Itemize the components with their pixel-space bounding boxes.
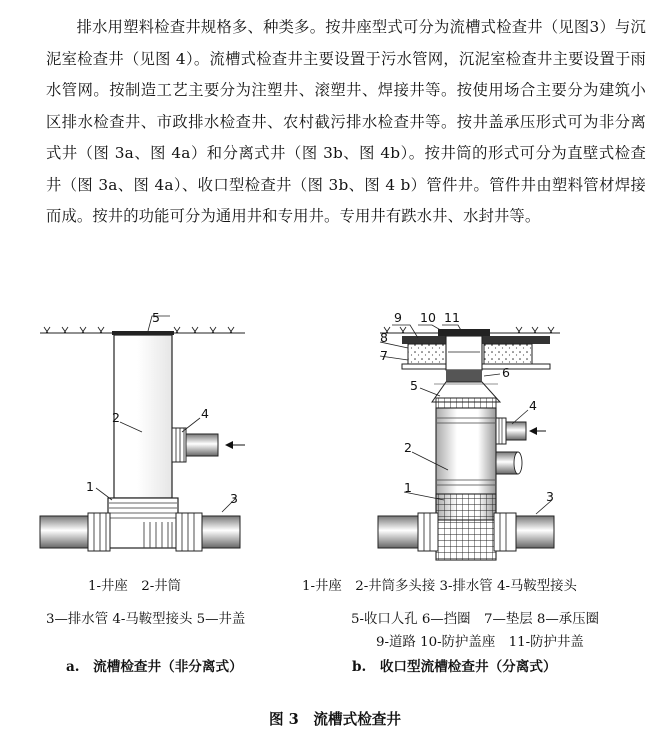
legend-b-line-3: 9-道路 10-防护盖座 11-防护井盖 (376, 635, 584, 650)
label-a-5: 5 (152, 310, 160, 325)
label-b-9: 9 (394, 310, 402, 325)
figure-title: 图 3 流槽式检查井 (269, 711, 401, 728)
label-a-1: 1 (86, 479, 94, 494)
caption-b: b. 收口型流槽检查井（分离式） (352, 659, 557, 675)
label-b-1: 1 (404, 480, 412, 495)
label-b-6: 6 (502, 365, 510, 380)
label-b-5: 5 (410, 378, 418, 393)
figure-a-drawing (40, 310, 245, 551)
legend-b-line-1: 1-井座 2-井筒多头接 3-排水管 4-马鞍型接头 (302, 579, 577, 594)
legend-b-line-2: 5-收口人孔 6—挡圈 7—垫层 8—承压圈 (351, 612, 599, 627)
label-a-3: 3 (230, 491, 238, 506)
label-b-7: 7 (380, 348, 388, 363)
legend-a-line-1: 1-井座 2-井筒 (88, 579, 182, 594)
label-a-2: 2 (112, 410, 120, 425)
legend-a-line-2: 3—排水管 4-马鞍型接头 5—井盖 (46, 612, 246, 627)
label-b-10: 10 (420, 310, 436, 325)
label-a-4: 4 (201, 406, 209, 421)
label-b-2: 2 (404, 440, 412, 455)
label-b-8: 8 (380, 330, 388, 345)
label-b-3: 3 (546, 489, 554, 504)
label-b-11: 11 (444, 310, 460, 325)
caption-a: a. 流槽检查井（非分离式） (66, 659, 243, 675)
figure-b-drawing (378, 310, 560, 560)
label-b-4: 4 (529, 398, 537, 413)
body-paragraph: 排水用塑料检查井规格多、种类多。按井座型式可分为流槽式检查井（见图3）与沉泥室检查井（见图 4）。流槽式检查井主要设置于污水管网，沉泥室检查井主要设置于雨水管网。按制造工艺主要分为注塑井、滚塑井、焊接井等。按使用场合主要分为建筑小区排水检查井、市政排水检查井、农村截污排水检查井等。按井盖承压形式可为非分离式井（图 3a、图 4a）和分离式井（图 3b、图 4b）。按井筒的形式可分为直壁式检查井（图 3a、图 4a）、收口型检查井（图 3b、图 4 b）管件井。管件井由塑料管材焊接而成。按井的功能可分为通用井和专用井。专用井有跌水井、水封井等。 (46, 18, 646, 225)
